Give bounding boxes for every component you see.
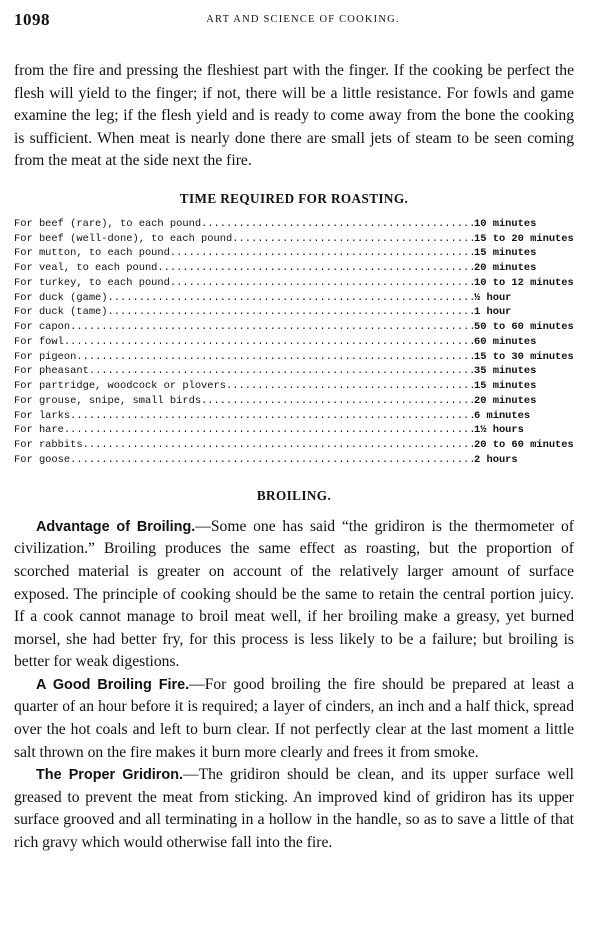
roasting-time: 15 to 20 minutes bbox=[474, 232, 574, 245]
table-row bbox=[14, 409, 574, 424]
table-row bbox=[14, 453, 574, 468]
roasting-time: 15 minutes bbox=[474, 247, 537, 260]
table-row bbox=[14, 320, 574, 335]
dot-leader bbox=[170, 276, 474, 291]
table-row bbox=[14, 438, 574, 453]
food-item: For duck (game) bbox=[14, 291, 108, 304]
paragraph-heading: Advantage of Broiling. bbox=[36, 518, 196, 535]
table-row bbox=[14, 305, 574, 320]
dot-leader bbox=[226, 379, 474, 394]
dot-leader bbox=[157, 261, 474, 276]
food-item: For duck (tame) bbox=[14, 306, 108, 319]
table-row bbox=[14, 364, 574, 379]
food-item: For beef (well-done), to each pound bbox=[14, 232, 233, 245]
roasting-time: ½ hour bbox=[474, 291, 512, 304]
food-item: For mutton, to each pound bbox=[14, 247, 170, 260]
table-row bbox=[14, 379, 574, 394]
broiling-paragraph bbox=[14, 516, 574, 674]
table-row bbox=[14, 335, 574, 350]
food-item: For capon bbox=[14, 321, 71, 334]
broiling-section-title: BROILING. bbox=[256, 487, 332, 503]
page-number: 1098 bbox=[14, 10, 50, 29]
book-page bbox=[14, 8, 574, 855]
dot-leader bbox=[108, 291, 474, 306]
food-item: For hare bbox=[14, 424, 64, 437]
roasting-time: 10 to 12 minutes bbox=[474, 276, 574, 289]
food-item: For veal, to each pound bbox=[14, 262, 158, 275]
roasting-time: 15 minutes bbox=[474, 380, 537, 393]
roasting-time: 2 hours bbox=[474, 453, 518, 466]
food-item: For partridge, woodcock or plovers bbox=[14, 380, 227, 393]
roasting-time: 1½ hours bbox=[474, 424, 524, 437]
broiling-paragraph bbox=[14, 764, 574, 854]
running-title: ART AND SCIENCE OF COOKING. bbox=[206, 14, 400, 25]
dot-leader bbox=[232, 232, 474, 247]
dot-leader bbox=[201, 217, 474, 232]
food-item: For grouse, snipe, small birds bbox=[14, 394, 202, 407]
dot-leader bbox=[89, 364, 474, 379]
dot-leader bbox=[170, 246, 474, 261]
roasting-time: 20 to 60 minutes bbox=[474, 439, 574, 452]
dot-leader bbox=[64, 423, 474, 438]
roasting-time: 20 minutes bbox=[474, 262, 537, 275]
running-head bbox=[14, 8, 574, 30]
table-row bbox=[14, 246, 574, 261]
roasting-time: 1 hour bbox=[474, 306, 512, 319]
roasting-time: 50 to 60 minutes bbox=[474, 321, 574, 334]
food-item: For pigeon bbox=[14, 350, 77, 363]
table-row bbox=[14, 291, 574, 306]
broiling-paragraph bbox=[14, 674, 574, 764]
table-row bbox=[14, 217, 574, 232]
table-row bbox=[14, 350, 574, 365]
roasting-time: 20 minutes bbox=[474, 394, 537, 407]
dot-leader bbox=[64, 335, 474, 350]
table-row bbox=[14, 232, 574, 247]
paragraph-text: —For good broiling the fire should be prepared at least a quarter of an hour before it is required; a layer of cinders, an inch and a half thick, spread over the hot coals and left to burn clear. If not perfectly clear at the last moment a little salt thrown on the fire makes it burn more clearly and frees it from smoke. bbox=[14, 675, 574, 761]
roasting-time: 15 to 30 minutes bbox=[474, 350, 574, 363]
roasting-time: 10 minutes bbox=[474, 217, 537, 230]
food-item: For beef (rare), to each pound bbox=[14, 217, 202, 230]
table-row bbox=[14, 276, 574, 291]
roasting-time: 60 minutes bbox=[474, 335, 537, 348]
table-row bbox=[14, 423, 574, 438]
roasting-table-title: TIME REQUIRED FOR ROASTING. bbox=[179, 190, 409, 206]
dot-leader bbox=[70, 453, 474, 468]
food-item: For goose bbox=[14, 453, 71, 466]
paragraph-text: —The gridiron should be clean, and its upper surface well greased to prevent the meat from sticking. An improved kind of gridiron has its upper surface grooved and all terminating in a hollow in the handle, so as to save a little of that rich gravy which would otherwise fall into the fire. bbox=[14, 766, 574, 852]
food-item: For rabbits bbox=[14, 439, 83, 452]
roasting-time: 6 minutes bbox=[474, 409, 531, 422]
dot-leader bbox=[76, 350, 474, 365]
dot-leader bbox=[70, 409, 474, 424]
food-item: For turkey, to each pound bbox=[14, 276, 170, 289]
food-item: For fowl bbox=[14, 335, 64, 348]
paragraph-heading: A Good Broiling Fire. bbox=[36, 676, 190, 693]
intro-paragraph: from the fire and pressing the fleshiest part with the finger. If the cooking be perfect the flesh will yield to the finger; if not, there will be a little resistance. For fowls and game examine the leg; if the flesh yield and is ready to come away from the bone the cooking is sufficient. When meat is nearly done there are small jets of steam to be seen coming from the meat at the side next the fire. bbox=[14, 62, 574, 170]
roasting-time: 35 minutes bbox=[474, 365, 537, 378]
dot-leader bbox=[108, 305, 474, 320]
dot-leader bbox=[83, 438, 474, 453]
roasting-time-table bbox=[14, 217, 574, 468]
dot-leader bbox=[70, 320, 474, 335]
food-item: For larks bbox=[14, 409, 71, 422]
table-row bbox=[14, 394, 574, 409]
paragraph-heading: The Proper Gridiron. bbox=[36, 767, 183, 784]
table-row bbox=[14, 261, 574, 276]
dot-leader bbox=[201, 394, 474, 409]
food-item: For pheasant bbox=[14, 365, 89, 378]
paragraph-text: —Some one has said “the gridiron is the thermometer of civilization.” Broiling produces the same effect as roasting, but the proportion of scorched material is greater on account of the relatively larger amount of surface exposed. The principle of cooking should be the same to retain the central portion juicy. If a cook cannot manage to broil meat well, if her broiling make a greasy, yet burned morsel, she had better fry, for this process is less likely to be a failure; but broiling is better for weak digestions. bbox=[14, 517, 574, 671]
